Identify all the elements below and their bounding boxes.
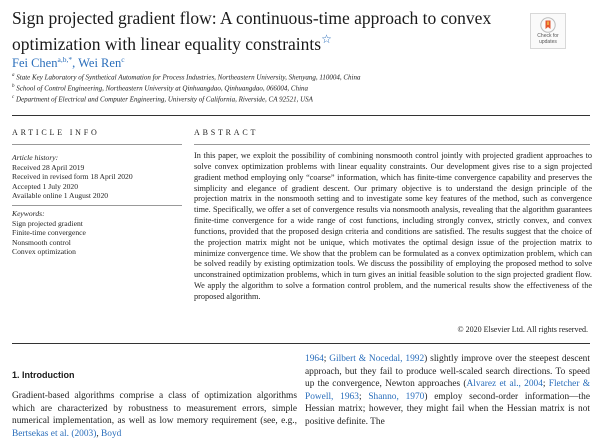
abstract-heading: ABSTRACT <box>194 128 259 137</box>
citation-link[interactable]: Fletcher & Powell, 1963 <box>305 379 590 402</box>
affiliation-a: $^a$ State Key Laboratory of Synthetical Automation for Process Industries, Northeastern University, Shenyang, 110004, China <box>12 73 361 82</box>
abstract-bottom-rule <box>12 343 590 344</box>
copyright-notice: © 2020 Elsevier Ltd. All rights reserved. <box>457 325 588 334</box>
title-footnote-star-icon[interactable]: ☆ <box>321 32 332 46</box>
keyword: Sign projected gradient <box>12 218 83 228</box>
keywords <box>12 209 86 257</box>
article-info-heading: ARTICLE INFO <box>12 128 100 137</box>
article-history <box>12 153 133 201</box>
intro-left-column: Gradient-based algorithms comprise a class of optimization algorithms which are characterized by robustness to measurement errors, simple numerical implementation, as well as low memory requirement (see, e.g., Bertsekas et al. (2003), Boyd <box>12 391 297 439</box>
author-list: Fei Chen$^{a,b,*}$, Wei Ren$^c$ <box>12 55 125 71</box>
author-affiliation-mark[interactable]: a,b,* <box>57 55 73 64</box>
affiliation-letter: b <box>12 84 15 89</box>
history-online: Available online 1 August 2020 <box>12 191 109 201</box>
affiliation-c: $^c$ Department of Electrical and Computer Engineering, University of California, Riverside, CA 92521, USA <box>12 95 313 104</box>
abstract-text: In this paper, we exploit the possibility of combining nonsmooth control jointly with projected gradient approaches to solve convex optimization problems with linear equality constraints. Our development gives rise to a sign projected gradient method employing only “coarse” information, which has finite-time convergence capability and preserves the simplicity and elegance of gradient descent. Our primary objective is to understand the design principle of the projection matrix in the nonsmooth setting and to investigate some key features of the method, such as convergence time. Specifically, we offer a set of convergence results via nonsmooth analysis, revealing that the algorithm guarantees finite-time convergence for a wide range of cost functions, including strongly convex, strictly convex, and convex functions, provided that the proposed design criteria and conditions are satisfied. The results suggest that the choice of the projection matrix might not be unique, which motivates the optimal design issue of the projection matrix to minimize convergence time. We show that the problem can be formulated as a convex optimization problem, which can be solved readily by existing optimization tools. We discuss the possibility of employing the proposed method to solve unconstrained optimization problems, which in turn gives an initial feasible solution to the sign projected gradient flow. We apply the algorithm to solve a formation control problem, and the numerical results show the effectiveness of the proposed algorithm. <box>194 151 592 301</box>
affiliation-b: $^b$ School of Control Engineering, Northeastern University at Qinhuangdao, Qinhuangdao, 066004, China <box>12 84 309 93</box>
keyword: Finite-time convergence <box>12 228 86 238</box>
history-label: Article history: <box>12 153 59 162</box>
abstract-rule <box>194 144 590 145</box>
keyword: Convex optimization <box>12 247 76 257</box>
citation-link[interactable]: Shanno, 1970 <box>368 391 425 402</box>
keyword: Nonsmooth control <box>12 237 71 247</box>
citation-link[interactable]: Bertsekas et al. (2003) <box>12 428 97 439</box>
article-info-rule <box>12 144 182 145</box>
author-name[interactable]: Wei Ren <box>78 56 122 71</box>
history-accepted: Accepted 1 July 2020 <box>12 181 79 191</box>
citation-link[interactable]: 1964 <box>305 354 324 364</box>
affiliation-letter: c <box>12 95 15 100</box>
intro-heading: 1. Introduction <box>12 370 75 380</box>
history-revised: Received in revised form 18 April 2020 <box>12 172 133 182</box>
check-for-updates-badge[interactable] <box>530 13 566 49</box>
affiliation-letter: a <box>12 73 15 78</box>
paper-title: Sign projected gradient flow: A continuous-time approach to convex optimization with linear equality constraints☆ <box>12 8 492 54</box>
intro-right-column: 1964; Gilbert & Nocedal, 1992) slightly improve over the steepest descent approach, but they fail to produce well-scaled search directions. To speed up the convergence, Newton approaches (Alvarez et al., 2004; Fletcher & Powell, 1963; Shanno, 1970) employ second-order information—the Hessian matrix; however, they might fail when the Hessian matrix is not positive definite. The <box>305 354 591 427</box>
history-received: Received 28 April 2019 <box>12 162 85 172</box>
bookmark-refresh-icon <box>540 17 556 33</box>
keywords-label: Keywords: <box>12 209 45 218</box>
citation-link[interactable]: Boyd <box>101 428 122 439</box>
header-rule <box>12 115 590 116</box>
author-affiliation-mark[interactable]: c <box>121 55 125 64</box>
citation-link[interactable]: Alvarez et al., 2004 <box>466 379 543 389</box>
citation-link[interactable]: Gilbert & Nocedal, 1992 <box>329 354 425 364</box>
author-name[interactable]: Fei Chen <box>12 56 58 71</box>
keywords-rule <box>12 205 182 206</box>
badge-label: Check for updates <box>537 33 559 45</box>
